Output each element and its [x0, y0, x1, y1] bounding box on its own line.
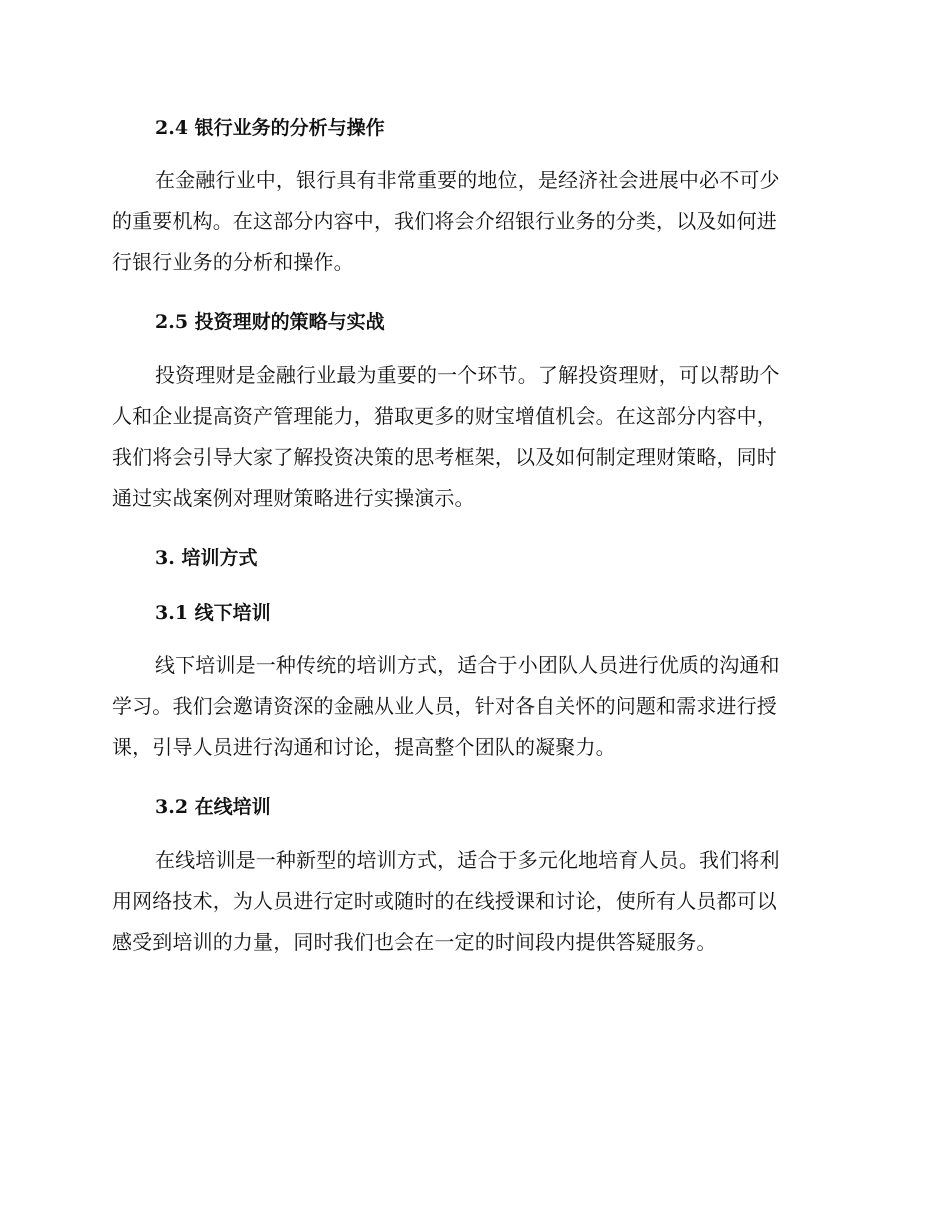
paragraph-line: 学习。我们会邀请资深的金融从业人员，针对各自关怀的问题和需求进行授 [112, 694, 777, 718]
section-paragraph-2-4 [112, 160, 832, 283]
section-heading-3-2: 3.2 在线培训 [155, 796, 271, 818]
paragraph-line: 用网络技术，为人员进行定时或随时的在线授课和讨论，使所有人员都可以 [112, 889, 777, 913]
paragraph-line: 感受到培训的力量，同时我们也会在一定的时间段内提供答疑服务。 [112, 930, 717, 954]
paragraph-line: 的重要机构。在这部分内容中，我们将会介绍银行业务的分类，以及如何进 [112, 209, 777, 233]
section-paragraph-3-1 [112, 645, 832, 768]
paragraph-line: 通过实战案例对理财策略进行实操演示。 [112, 486, 475, 510]
section-paragraph-2-5 [112, 355, 832, 519]
section-heading-2-5: 2.5 投资理财的策略与实战 [155, 311, 385, 333]
section-heading-3: 3. 培训方式 [155, 547, 258, 569]
section-heading-2-4: 2.4 银行业务的分析与操作 [155, 117, 385, 139]
paragraph-line: 线下培训是一种传统的培训方式，适合于小团队人员进行优质的沟通和 [155, 653, 780, 677]
section-heading-3-1: 3.1 线下培训 [155, 602, 271, 624]
paragraph-line: 投资理财是金融行业最为重要的一个环节。了解投资理财，可以帮助个 [155, 363, 780, 387]
paragraph-line: 人和企业提高资产管理能力，猎取更多的财宝增值机会。在这部分内容中， [112, 404, 777, 428]
paragraph-line: 在线培训是一种新型的培训方式，适合于多元化地培育人员。我们将利 [155, 848, 780, 872]
paragraph-line: 课，引导人员进行沟通和讨论，提高整个团队的凝聚力。 [112, 735, 616, 759]
section-paragraph-3-2 [112, 840, 832, 963]
paragraph-line: 行银行业务的分析和操作。 [112, 250, 354, 274]
paragraph-line: 在金融行业中，银行具有非常重要的地位，是经济社会进展中必不可少 [155, 168, 780, 192]
paragraph-line: 我们将会引导大家了解投资决策的思考框架，以及如何制定理财策略，同时 [112, 445, 777, 469]
